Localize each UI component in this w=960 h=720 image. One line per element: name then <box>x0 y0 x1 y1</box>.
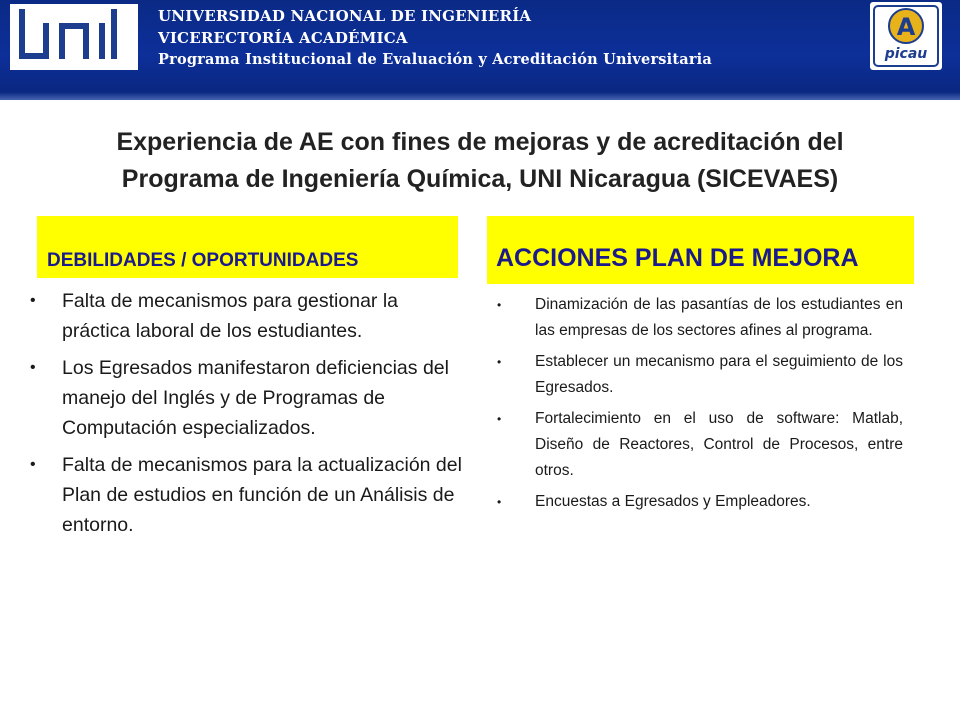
bullet-icon: • <box>30 292 36 309</box>
list-item <box>497 406 903 484</box>
bullet-icon: • <box>497 355 502 369</box>
uni-logo <box>10 4 138 70</box>
list-item <box>497 349 903 401</box>
bullet-icon: • <box>30 359 36 376</box>
header-text <box>158 5 858 71</box>
list-item-text: Falta de mecanismos para gestionar la práctica laboral de los estudiantes. <box>62 290 399 342</box>
header-band <box>0 0 960 100</box>
weaknesses-list <box>30 286 470 547</box>
bullet-icon: • <box>497 298 502 312</box>
slide-title-line-1: Experiencia de AE con fines de mejoras y de acreditación del <box>116 128 844 156</box>
university-name: UNIVERSIDAD NACIONAL DE INGENIERÍA <box>158 7 532 25</box>
actions-banner <box>487 216 914 284</box>
slide-title-line-2: Programa de Ingeniería Química, UNI Nicaragua (SICEVAES) <box>121 165 839 193</box>
picau-logo <box>870 2 942 70</box>
actions-list <box>497 292 903 520</box>
list-item-text: Dinamización de las pasantías de los estudiantes en las empresas de los sectores afines al programa. <box>535 296 903 339</box>
list-item <box>497 489 903 515</box>
list-item <box>30 353 470 443</box>
weaknesses-heading: DEBILIDADES / OPORTUNIDADES <box>47 250 359 271</box>
svg-text:A: A <box>896 13 916 41</box>
list-item-text: Encuestas a Egresados y Empleadores. <box>535 493 811 510</box>
bullet-icon: • <box>497 495 502 509</box>
slide-title <box>40 124 920 198</box>
svg-text:picau: picau <box>884 46 928 62</box>
program-name: Programa Institucional de Evaluación y Acreditación Universitaria <box>158 51 712 68</box>
vicerectory-name: VICERECTORÍA ACADÉMICA <box>158 29 408 47</box>
list-item-text: Establecer un mecanismo para el seguimiento de los Egresados. <box>535 353 903 396</box>
bullet-icon: • <box>30 456 36 473</box>
picau-logo-graphic <box>870 2 942 70</box>
list-item <box>30 450 470 540</box>
weaknesses-banner <box>37 216 458 278</box>
actions-heading: ACCIONES PLAN DE MEJORA <box>496 244 859 272</box>
uni-logo-graphic <box>10 4 138 70</box>
list-item-text: Falta de mecanismos para la actualización del Plan de estudios en función de un Análisis de entorno. <box>62 454 462 536</box>
list-item-text: Los Egresados manifestaron deficiencias del manejo del Inglés y de Programas de Computación especializados. <box>62 357 449 439</box>
list-item <box>30 286 470 346</box>
list-item <box>497 292 903 344</box>
list-item-text: Fortalecimiento en el uso de software: Matlab, Diseño de Reactores, Control de Procesos, entre otros. <box>535 410 903 479</box>
bullet-icon: • <box>497 412 502 426</box>
